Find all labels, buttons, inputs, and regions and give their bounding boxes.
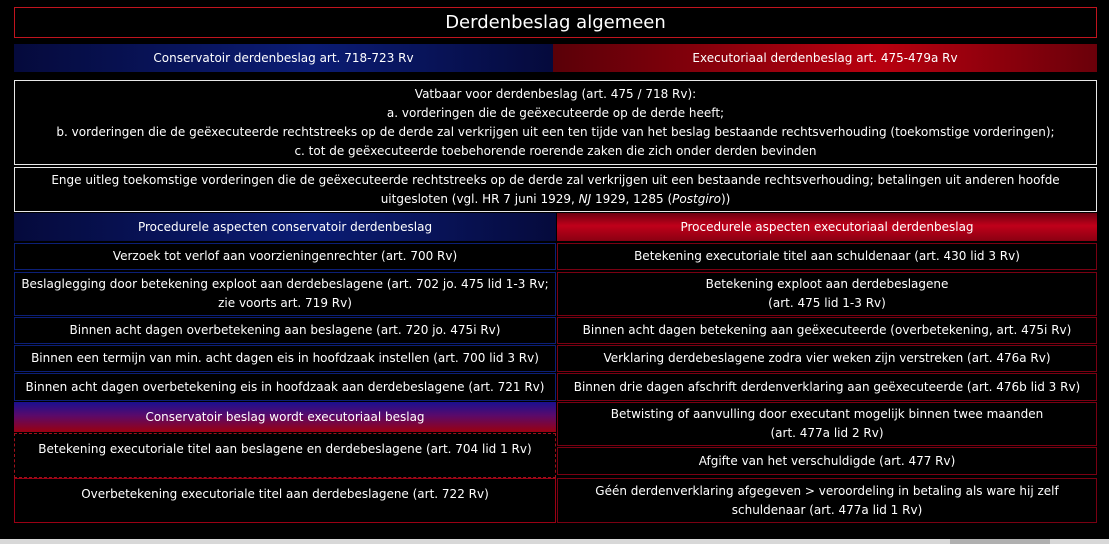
- proc-right-3: Binnen acht dagen betekening aan geëxecuteerde (overbetekening, art. 475i Rv): [557, 317, 1097, 344]
- proc-left-2: [14, 272, 556, 316]
- conv-right-1: [557, 402, 1097, 446]
- header-executoriaal: Executoriaal derdenbeslag art. 475-479a Rv: [553, 44, 1097, 72]
- conv-right-1-line-1: (art. 477a lid 2 Rv): [770, 426, 884, 440]
- enge-uitleg-box: [14, 167, 1097, 212]
- horizontal-scrollbar[interactable]: [0, 539, 1109, 544]
- proc-header-right: Procedurele aspecten executoriaal derdenbeslag: [557, 213, 1097, 241]
- proc-right-2-line-1: (art. 475 lid 1-3 Rv): [768, 296, 886, 310]
- proc-right-2: [557, 272, 1097, 316]
- enge-line-1: uitgesloten (vgl. HR 7 juni 1929, NJ 1929, 1285 (Postgiro)): [380, 191, 731, 206]
- proc-left-3: Binnen acht dagen overbetekening aan beslagene (art. 720 jo. 475i Rv): [14, 317, 556, 344]
- vatbaar-box: [14, 80, 1097, 165]
- conv-right-1-line-0: Betwisting of aanvulling door executant mogelijk binnen twee maanden: [610, 407, 1044, 421]
- conv-right-3-line-1: schuldenaar (art. 477a lid 1 Rv): [731, 502, 923, 517]
- proc-left-2-line-0: Beslaglegging door betekening exploot aan derdebeslagene (art. 702 jo. 475 lid 1-3 Rv;: [21, 277, 549, 291]
- proc-header-left: Procedurele aspecten conservatoir derdenbeslag: [14, 213, 556, 241]
- scrollbar-thumb[interactable]: [950, 539, 1050, 544]
- proc-left-4: Binnen een termijn van min. acht dagen eis in hoofdzaak instellen (art. 700 lid 3 Rv): [14, 345, 556, 372]
- conv-right-2: Afgifte van het verschuldigde (art. 477 Rv): [557, 447, 1097, 475]
- vatbaar-line-0: Vatbaar voor derdenbeslag (art. 475 / 718 Rv):: [414, 86, 697, 101]
- proc-left-2-line-1: zie voorts art. 719 Rv): [218, 296, 352, 310]
- proc-right-4: Verklaring derdebeslagene zodra vier weken zijn verstreken (art. 476a Rv): [557, 345, 1097, 372]
- enge-line-0: Enge uitleg toekomstige vorderingen die de geëxecuteerde rechtstreeks op de derde zal verkrijgen uit een bestaande rechtsverhouding; betalingen uit anderen hoofde: [51, 172, 1060, 187]
- proc-left-1: Verzoek tot verlof aan voorzieningenrechter (art. 700 Rv): [14, 243, 556, 270]
- proc-right-5: Binnen drie dagen afschrift derdenverklaring aan geëxecuteerde (art. 476b lid 3 Rv): [557, 373, 1097, 401]
- proc-left-5: Binnen acht dagen overbetekening eis in hoofdzaak aan derdebeslagene (art. 721 Rv): [14, 373, 556, 401]
- conv-right-3: [557, 478, 1097, 523]
- proc-right-2-line-0: Betekening exploot aan derdebeslagene: [705, 277, 949, 291]
- header-conservatoir: Conservatoir derdenbeslag art. 718-723 Rv: [14, 44, 553, 72]
- conv-left-2: Overbetekening executoriale titel aan derdebeslagene (art. 722 Rv): [14, 478, 556, 523]
- vatbaar-line-a: a. vorderingen die de geëxecuteerde op de derde heeft;: [386, 105, 725, 120]
- vatbaar-line-b: b. vorderingen die de geëxecuteerde rechtstreeks op de derde zal verkrijgen uit een ten tijde van het beslag bestaande rechtsverhouding (toekomstige vorderingen);: [56, 124, 1055, 139]
- conv-left-1: Betekening executoriale titel aan beslagene en derdebeslagene (art. 704 lid 1 Rv): [14, 433, 556, 478]
- proc-right-1: Betekening executoriale titel aan schuldenaar (art. 430 lid 3 Rv): [557, 243, 1097, 270]
- conv-right-3-line-0: Géén derdenverklaring afgegeven > veroordeling in betaling als ware hij zelf: [595, 483, 1059, 498]
- conv-header: Conservatoir beslag wordt executoriaal beslag: [14, 402, 556, 432]
- page-title: Derdenbeslag algemeen: [14, 7, 1097, 38]
- vatbaar-line-c: c. tot de geëxecuteerde toebehorende roerende zaken die zich onder derden bevinden: [294, 143, 817, 158]
